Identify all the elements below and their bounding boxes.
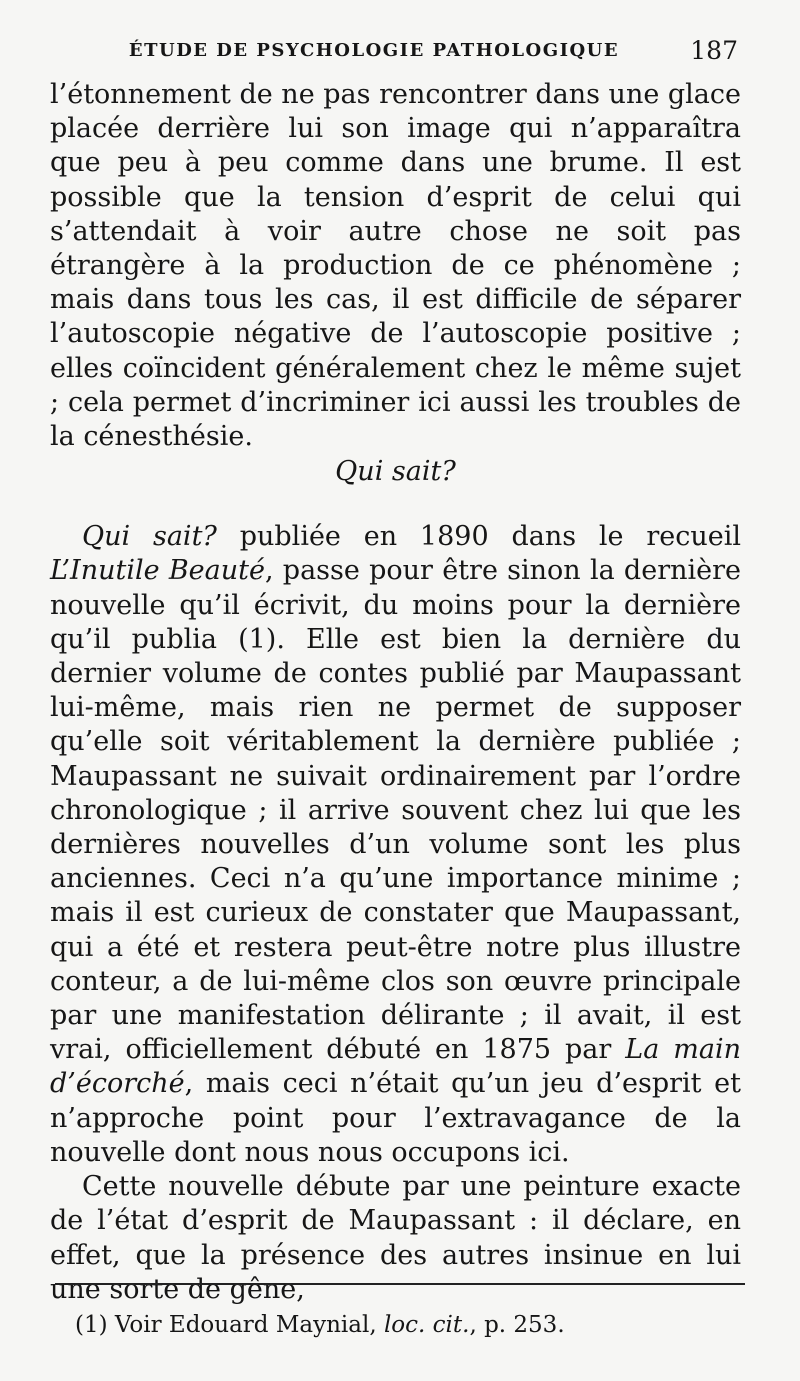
page-number: 187 (690, 36, 738, 65)
running-title: ÉTUDE DE PSYCHOLOGIE PATHOLOGIQUE (128, 40, 620, 61)
running-head (50, 36, 738, 66)
paragraph-text: , mais ceci n’était qu’un jeu d’esprit et n’approche point pour l’extravagance de la nouvelle dont nous nous occupons ici. (50, 1068, 741, 1168)
footnote (75, 1310, 565, 1340)
paragraph-text: publiée en 1890 dans le recueil (216, 521, 741, 553)
section-title: Qui sait? (335, 456, 456, 488)
body-text (50, 78, 741, 1307)
footnote-divider (55, 1283, 745, 1285)
collection-title: L’Inutile Beauté (50, 555, 265, 587)
footnote-marker: (1) (75, 1312, 108, 1338)
work-title: La main d’écorché (50, 1034, 741, 1100)
footnote-text: Voir Edouard Maynial, (107, 1312, 384, 1338)
footnote-text: , p. 253. (469, 1312, 565, 1338)
paragraph-text: , passe pour être sinon la dernière nouvelle qu’il écrivit, du moins pour la dernière qu’il publia (1). Elle est bien la dernière du dernier volume de contes publié par Maupassant lui-même, mais rien ne permet de supposer qu’elle soit véritablement la dernière publiée ; Maupassant ne suivait ordinairement par l’ordre chronologique ; il arrive souvent chez lui que les dernières nouvelles d’un volume sont les plus anciennes. Ceci n’a qu’une importance minime ; mais il est curieux de constater que Maupassant, qui a été et restera peut-être notre plus illustre conteur, a de lui-même clos son œuvre principale par une manifestation délirante ; il avait, il est vrai, officiellement débuté en 1875 par (50, 555, 741, 1066)
paragraph-opening: Cette nouvelle débute par une peinture exacte de l’état d’esprit de Maupassant : il déclare, en effet, que la présence des autres insinue en lui une sorte de gêne, (50, 1171, 741, 1305)
paragraph-qui-sait (50, 520, 741, 1170)
paragraph-continued: l’étonnement de ne pas rencontrer dans une glace placée derrière lui son image qui n’apparaîtra que peu à peu comme dans une brume. Il est possible que la tension d’esprit de celui qui s’attendait à voir autre chose ne soit pas étrangère à la production de ce phénomène ; mais dans tous les cas, il est difficile de séparer l’autoscopie négative de l’autoscopie positive ; elles coïncident généralement chez le même sujet ; cela permet d’incriminer ici aussi les troubles de la cénesthésie. (50, 79, 742, 453)
story-title: Qui sait? (82, 521, 217, 553)
footnote-citation: loc. cit. (383, 1312, 470, 1338)
